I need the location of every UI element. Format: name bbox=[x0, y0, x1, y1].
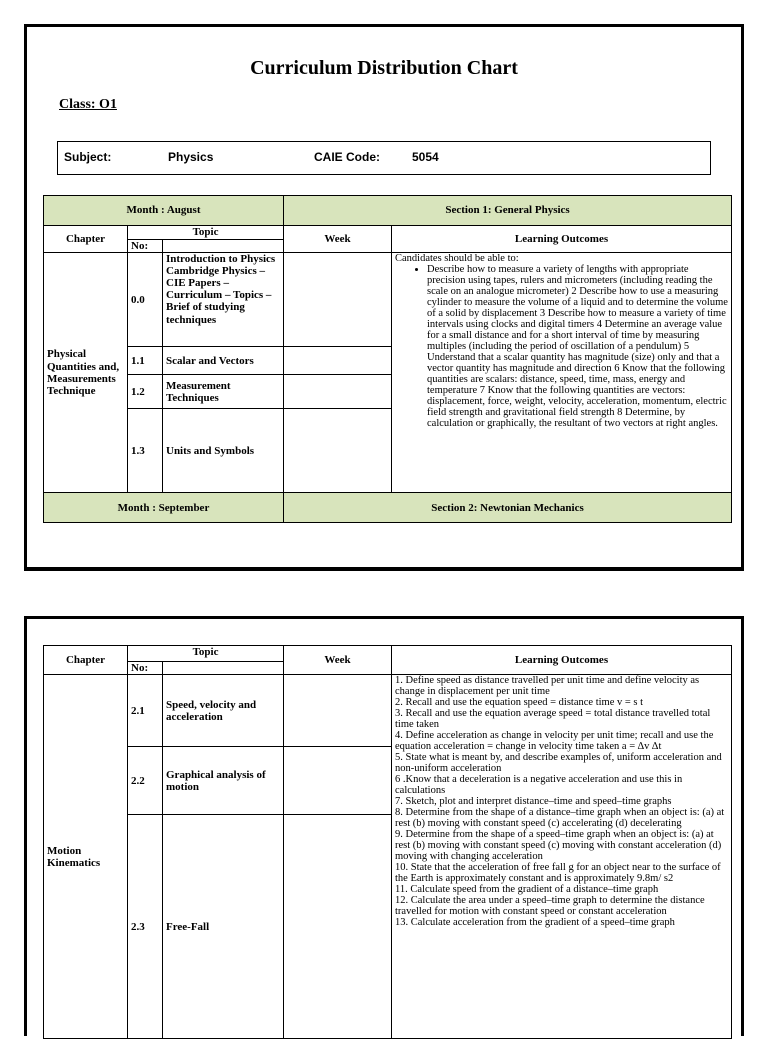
outcome-item: 13. Calculate acceleration from the gradient of a speed–time graph bbox=[395, 917, 675, 929]
outcome-item: 9. Determine from the shape of a speed–time graph when an object is: (a) at rest (b) moving with constant speed (c) moving with constant acceleration (d) moving with changing acceleration bbox=[395, 829, 722, 863]
chapter-physical-quantities: Physical Quantities and, Measurements Technique bbox=[44, 253, 128, 493]
subject-value: Physics bbox=[168, 150, 214, 164]
page-title: Curriculum Distribution Chart bbox=[250, 57, 518, 79]
curriculum-table-section-1 bbox=[43, 195, 732, 523]
month-august: Month : August bbox=[44, 196, 284, 226]
section-2-title: Section 2: Newtonian Mechanics bbox=[284, 493, 732, 523]
caie-code-value: 5054 bbox=[412, 150, 439, 164]
topic-name: Introduction to Physics Cambridge Physics – CIE Papers – Curriculum – Topics – Brief of studying techniques bbox=[163, 253, 284, 347]
learning-outcomes-header: Learning Outcomes bbox=[392, 646, 732, 675]
topic-name: Scalar and Vectors bbox=[163, 347, 284, 375]
topic-no: 2.3 bbox=[128, 815, 163, 1039]
topic-header-blank bbox=[163, 240, 284, 253]
topic-name: Graphical analysis of motion bbox=[163, 747, 284, 815]
outcome-item: 11. Calculate speed from the gradient of a distance–time graph bbox=[395, 884, 659, 896]
week-cell bbox=[284, 409, 392, 493]
outcome-item: 5. State what is meant by, and describe examples of, uniform acceleration and non-uniform acceleration bbox=[395, 752, 722, 775]
caie-code-label: CAIE Code: bbox=[314, 150, 380, 164]
week-cell bbox=[284, 253, 392, 347]
outcome-item: 6 .Know that a deceleration is a negative acceleration and use this in calculations bbox=[395, 774, 683, 797]
document-page-2 bbox=[24, 616, 744, 1036]
topic-no: 2.2 bbox=[128, 747, 163, 815]
topic-name: Speed, velocity and acceleration bbox=[163, 675, 284, 747]
topic-no: 2.1 bbox=[128, 675, 163, 747]
topic-no: 1.3 bbox=[128, 409, 163, 493]
topic-header: Topic bbox=[128, 226, 284, 240]
month-september: Month : September bbox=[44, 493, 284, 523]
outcome-item: 7. Sketch, plot and interpret distance–time and speed–time graphs bbox=[395, 796, 672, 808]
week-header: Week bbox=[284, 646, 392, 675]
curriculum-table-section-2 bbox=[43, 645, 732, 1039]
learning-outcomes-cell bbox=[392, 675, 732, 1039]
topic-no: 1.1 bbox=[128, 347, 163, 375]
week-cell bbox=[284, 375, 392, 409]
document-page-1 bbox=[24, 24, 744, 571]
outcome-item: 3. Recall and use the equation average speed = total distance travelled total time taken bbox=[395, 708, 711, 731]
chapter-motion-kinematics: Motion Kinematics bbox=[44, 675, 128, 1039]
outcome-item: 10. State that the acceleration of free fall g for an object near to the surface of the Earth is approximately constant and is approximately 9.8m/ s2 bbox=[395, 862, 721, 885]
chapter-header: Chapter bbox=[44, 646, 128, 675]
week-cell bbox=[284, 347, 392, 375]
outcome-item: 2. Recall and use the equation speed = distance time v = s t bbox=[395, 697, 644, 709]
learning-outcomes-cell bbox=[392, 253, 732, 493]
topic-name: Measurement Techniques bbox=[163, 375, 284, 409]
week-cell bbox=[284, 675, 392, 747]
topic-no: 0.0 bbox=[128, 253, 163, 347]
topic-name: Units and Symbols bbox=[163, 409, 284, 493]
topic-header-blank bbox=[163, 662, 284, 675]
section-1-title: Section 1: General Physics bbox=[284, 196, 732, 226]
no-header: No: bbox=[128, 240, 163, 253]
outcome-item: 8. Determine from the shape of a distance–time graph when an object is: (a) at rest (b) moving with constant speed (c) accelerating (d) decelerating bbox=[395, 807, 725, 830]
no-header: No: bbox=[128, 662, 163, 675]
outcomes-bullet: • Describe how to measure a variety of lengths with appropriate precision using tapes, rulers and micrometers (including reading the scale on an analogue micrometer) 2 Describe how to use a measuring cylinder to measure the volume of a liquid and to determine the volume of a solid by displacement 3 Describe how to measure a variety of time intervals using clocks and digital timers 4 Determine an average value for a small distance and for a short interval of time by measuring multiples (including the period of oscillation of a pendulum) 5 Understand that a scalar quantity has magnitude (size) only and that a vector quantity has magnitude and direction 6 Know that the following quantities are scalars: distance, speed, time, mass, energy and temperature 7 Know that the following quantities are vectors: displacement, force, weight, velocity, acceleration, momentum, electric field strength and gravitational field strength 8 Determine, by calculation or graphically, the resultant of two vectors at right angles. bbox=[427, 264, 728, 429]
week-header: Week bbox=[284, 226, 392, 253]
topic-name: Free-Fall bbox=[163, 815, 284, 1039]
outcome-item: 12. Calculate the area under a speed–time graph to determine the distance travelled for motion with constant speed or constant acceleration bbox=[395, 895, 705, 918]
class-label: Class: O1 bbox=[59, 97, 117, 112]
chapter-header: Chapter bbox=[44, 226, 128, 253]
week-cell bbox=[284, 815, 392, 1039]
week-cell bbox=[284, 747, 392, 815]
subject-box bbox=[57, 141, 711, 175]
subject-label: Subject: bbox=[64, 150, 112, 164]
outcome-item: 1. Define speed as distance travelled per unit time and define velocity as change in displacement per unit time bbox=[395, 675, 700, 698]
topic-header: Topic bbox=[128, 646, 284, 662]
topic-no: 1.2 bbox=[128, 375, 163, 409]
outcome-item: 4. Define acceleration as change in velocity per unit time; recall and use the equation acceleration = change in velocity time taken a = ∆v ∆t bbox=[395, 730, 714, 753]
learning-outcomes-header: Learning Outcomes bbox=[392, 226, 732, 253]
outcomes-intro: Candidates should be able to: bbox=[395, 253, 519, 265]
